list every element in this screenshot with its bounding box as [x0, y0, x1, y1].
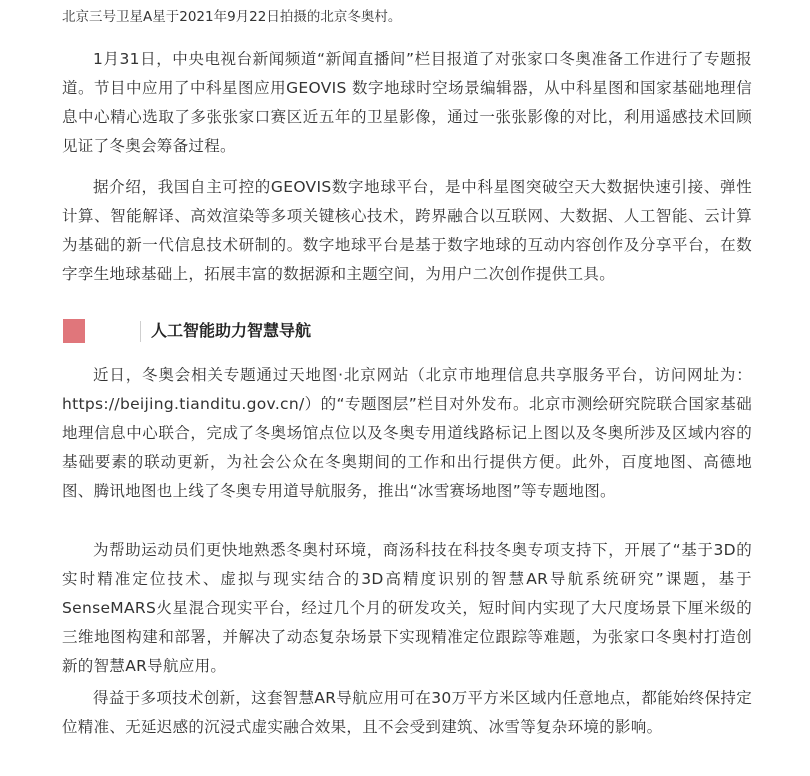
section-title: 人工智能助力智慧导航	[151, 321, 312, 340]
section-divider	[140, 321, 141, 342]
image-caption: 北京三号卫星A星于2021年9月22日拍摄的北京冬奥村。	[62, 9, 402, 25]
paragraph: 为帮助运动员们更快地熟悉冬奥村环境，商汤科技在科技冬奥专项支持下，开展了“基于3D的实时精准定位技术、虚拟与现实结合的3D高精度识别的智慧AR导航系统研究”课题，基于SenseMARS火星混合现实平台，经过几个月的研发攻关，短时间内实现了大尺度场景下厘米级的三维地图构建和部署，并解决了动态复杂场景下实现精准定位跟踪等难题，为张家口冬奥村打造创新的智慧AR导航应用。	[62, 541, 752, 675]
section-heading	[62, 318, 752, 344]
section-marker-block	[63, 319, 85, 343]
paragraph: 据介绍，我国自主可控的GEOVIS数字地球平台，是中科星图突破空天大数据快速引接、弹性计算、智能解译、高效渲染等多项关键核心技术，跨界融合以互联网、大数据、人工智能、云计算为基础的新一代信息技术研制的。数字地球平台是基于数字地球的互动内容创作及分享平台，在数字孪生地球基础上，拓展丰富的数据源和主题空间，为用户二次创作提供工具。	[62, 178, 752, 283]
paragraph: 得益于多项技术创新，这套智慧AR导航应用可在30万平方米区域内任意地点，都能始终保持定位精准、无延迟感的沉浸式虚实融合效果，且不会受到建筑、冰雪等复杂环境的影响。	[62, 689, 752, 736]
paragraph: 1月31日，中央电视台新闻频道“新闻直播间”栏目报道了对张家口冬奥准备工作进行了专题报道。节目中应用了中科星图应用GEOVIS 数字地球时空场景编辑器，从中科星图和国家基础地理信息中心精心选取了多张张家口赛区近五年的卫星影像，通过一张张影像的对比，利用遥感技术回顾见证了冬奥会筹备过程。	[62, 50, 752, 155]
paragraph: 近日，冬奥会相关专题通过天地图·北京网站（北京市地理信息共享服务平台，访问网址为：https://beijing.tianditu.gov.cn/）的“专题图层”栏目对外发布。北京市测绘研究院联合国家基础地理信息中心联合，完成了冬奥场馆点位以及冬奥专用道线路标记上图以及冬奥所涉及区域内容的基础要素的联动更新，为社会公众在冬奥期间的工作和出行提供方便。此外，百度地图、高德地图、腾讯地图也上线了冬奥专用道导航服务，推出“冰雪赛场地图”等专题地图。	[62, 366, 752, 500]
